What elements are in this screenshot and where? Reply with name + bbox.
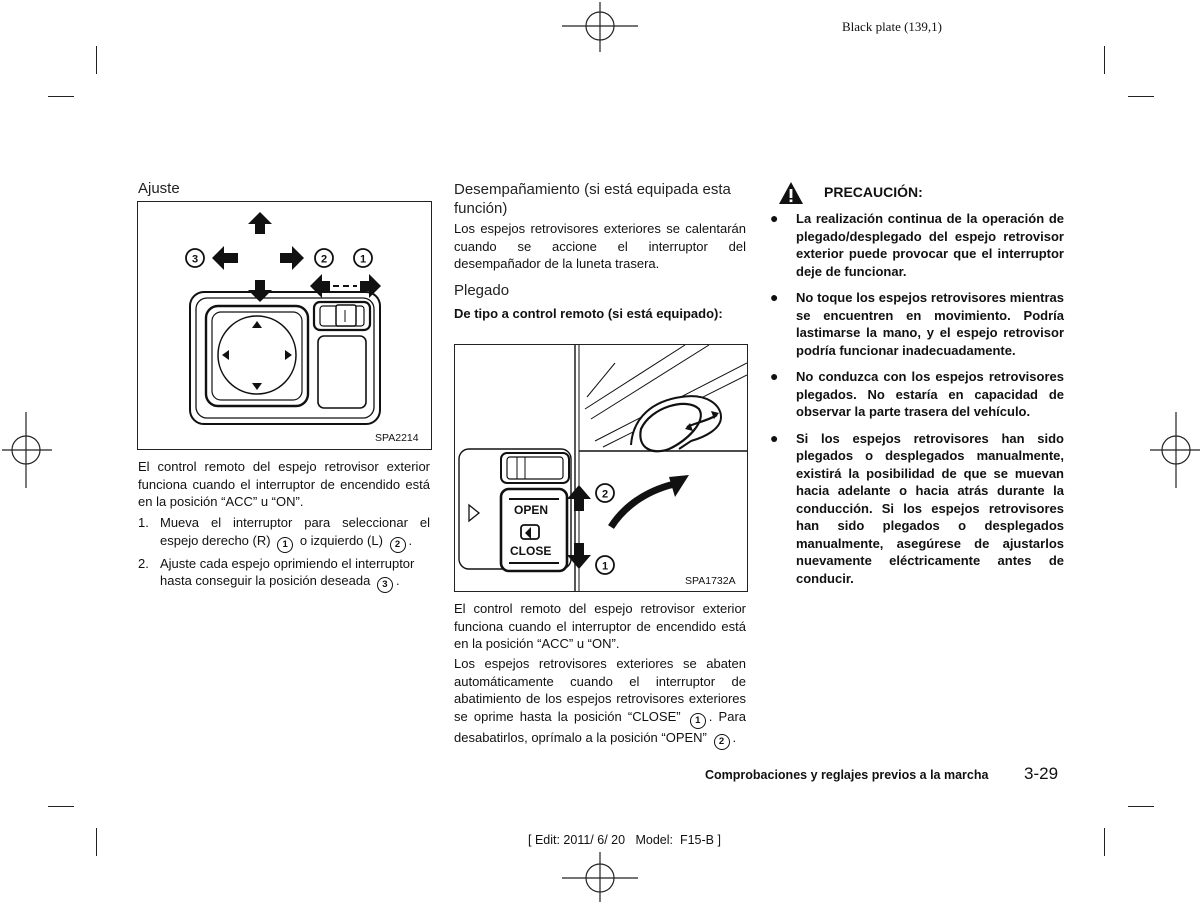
svg-text:2: 2 [320,253,328,266]
page-number: 3-29 [1024,764,1059,783]
step-text: o izquierdo (L) [299,532,383,548]
bullet-icon: ● [770,289,779,305]
defrost-paragraph: Los espejos retrovisores exteriores se calentarán cuando se accione el interruptor del desempañador de la luneta trasera. [454,221,746,271]
auto-fold-end: . [732,729,737,745]
caution-title: PRECAUCIÓN: [824,184,923,200]
step-end: . [408,532,413,548]
step-text: Ajuste cada espejo oprimiendo el interruptor hasta conseguir la posición deseada [160,555,415,588]
step-2 [138,555,430,594]
open-label: OPEN [514,503,549,517]
caution-item [770,430,1064,588]
mirror-fold-illustration [455,345,747,591]
callout-2: 2 [390,537,406,553]
step-end: . [395,573,400,588]
mirror-fold-figure [454,344,748,592]
callout-1: 1 [277,537,293,553]
step-text: Mueva el interruptor para seleccionar el espejo derecho (R) [160,515,430,548]
step-number: 2. [138,555,149,571]
caution-item [770,368,1064,421]
auto-fold-paragraph [454,655,746,750]
figure-label-spa2214: SPA2214 [375,432,419,444]
caution-item [770,210,1064,280]
svg-text:3: 3 [191,253,199,266]
mirror-adjust-figure [137,201,432,450]
caution-text: La realización continua de la operación de plegado/desplegado del espejo retrovisor exterior puede provocar que el interruptor deje de funcionar. [796,211,1064,279]
edit-line: [ Edit: 2011/ 6/ 20 Model: F15-B ] [528,833,721,847]
close-label: CLOSE [510,544,552,558]
fold-control-paragraph: El control remoto del espejo retrovisor exterior funciona cuando el interruptor de encendido está en la posición “ACC” u “ON”. [454,601,746,651]
remote-type-subheading: De tipo a control remoto (si está equipado): [454,306,723,321]
step-1 [138,514,430,553]
bullet-icon: ● [770,429,779,446]
caution-text: Si los espejos retrovisores han sido plegados o desplegados manualmente, existirá la posibilidad de que se muevan hacia adelante o hacia atrás durante la conducción. Si los espejos retrovisores han sido plegados o desplegados manualmente, asegúrese de ajustarlos nuevamente eléctricamente antes de conducir. [796,430,1064,586]
auto-fold-text: Los espejos retrovisores exteriores se abaten automáticamente cuando el interruptor de abatimiento de los espejos retrovisores exteriores se oprime hasta la posición “CLOSE” [454,656,746,724]
section-heading-desempanamiento: Desempañamiento (si está equipada esta función) [454,181,731,217]
callout-3: 3 [377,577,393,593]
caution-text: No conduzca con los espejos retrovisores plegados. No estaría en capacidad de observar la parte trasera del vehículo. [796,369,1064,419]
svg-text:1: 1 [359,253,367,266]
registration-mark-bottom [562,852,638,902]
adjust-steps-list [138,512,430,593]
svg-text:2: 2 [601,488,609,501]
mirror-switch-illustration [138,202,431,449]
caution-item [770,289,1064,359]
bullet-icon: ● [770,368,779,384]
svg-text:1: 1 [601,560,609,573]
caution-list [770,210,1064,596]
mirror-control-paragraph: El control remoto del espejo retrovisor exterior funciona cuando el interruptor de encendido está en la posición “ACC” u “ON”. [138,459,430,509]
figure-label-spa1732a: SPA1732A [685,575,736,587]
registration-mark-top [562,2,638,52]
callout-2: 2 [714,734,730,750]
warning-icon [778,181,804,205]
caution-text: No toque los espejos retrovisores mientras se encuentren en movimiento. Podría lastimarse la mano, y el espejo retrovisor podría funcionar inadecuadamente. [796,290,1064,358]
auto-fold-text: . Para desabatirlos, oprímalo a la posición “OPEN” [454,708,747,745]
footer-section-title: Comprobaciones y reglajes previos a la marcha [705,768,989,782]
plate-label: Black plate (139,1) [842,19,942,34]
step-number: 1. [138,515,149,530]
callout-1: 1 [690,713,706,729]
registration-mark-left [2,412,52,488]
section-heading-ajuste: Ajuste [138,180,180,197]
section-heading-plegado: Plegado [454,282,510,299]
bullet-icon: ● [770,210,779,226]
registration-mark-right [1150,412,1200,488]
